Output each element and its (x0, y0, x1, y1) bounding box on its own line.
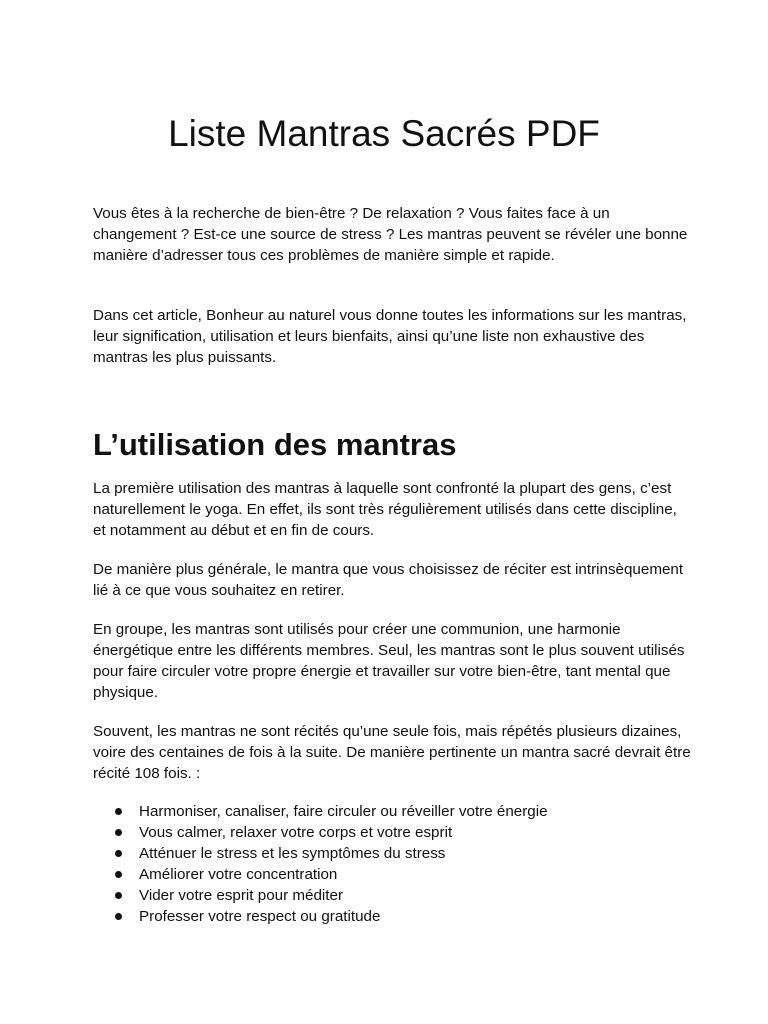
list-item-text: Améliorer votre concentration (139, 866, 338, 883)
section-paragraph-1: La première utilisation des mantras à laquelle sont confronté la plupart des gens, c’est naturellement le yoga. En effet, ils sont très régulièrement utilisés dans cette discipline, et notamment au début et en fin de cours. (93, 480, 677, 539)
section-paragraph-2: De manière plus générale, le mantra que vous choisissez de réciter est intrinsèquement lié à ce que vous souhaitez en retirer. (93, 561, 684, 599)
list-item (93, 906, 693, 927)
list-item (93, 885, 693, 906)
intro-paragraph-1: Vous êtes à la recherche de bien-être ? De relaxation ? Vous faites face à un changement ? Est-ce une source de stress ? Les mantras peuvent se révéler une bonne manière d’adresser tous ces problèmes de manière simple et rapide. (93, 205, 688, 264)
bullet-dot-icon (115, 829, 122, 836)
bullet-list (93, 801, 693, 927)
bullet-dot-icon (115, 850, 122, 857)
section-heading: L’utilisation des mantras (93, 427, 457, 462)
section-paragraph-4: Souvent, les mantras ne sont récités qu’une seule fois, mais répétés plusieurs dizaines, voire des centaines de fois à la suite. De manière pertinente un mantra sacré devrait être récité 108 fois. : (93, 723, 691, 782)
intro-paragraph-2: Dans cet article, Bonheur au naturel vous donne toutes les informations sur les mantras, leur signification, utilisation et leurs bienfaits, ainsi qu’une liste non exhaustive des mantras les plus puissants. (93, 307, 687, 366)
list-item-text: Harmoniser, canaliser, faire circuler ou réveiller votre énergie (139, 803, 548, 820)
list-item-text: Vous calmer, relaxer votre corps et votre esprit (139, 824, 453, 841)
bullet-dot-icon (115, 892, 122, 899)
bullet-dot-icon (115, 808, 122, 815)
document-title: Liste Mantras Sacrés PDF (168, 113, 600, 154)
bullet-dot-icon (115, 871, 122, 878)
list-item (93, 864, 693, 885)
list-item-text: Professer votre respect ou gratitude (139, 908, 381, 925)
list-item (93, 801, 693, 822)
bullet-dot-icon (115, 913, 122, 920)
section-paragraph-3: En groupe, les mantras sont utilisés pour créer une communion, une harmonie énergétique entre les différents membres. Seul, les mantras sont le plus souvent utilisés pour faire circuler votre propre énergie et travailler sur votre bien-être, tant mental que physique. (93, 621, 685, 701)
list-item-text: Vider votre esprit pour méditer (139, 887, 344, 904)
list-item-text: Atténuer le stress et les symptômes du stress (139, 845, 446, 862)
list-item (93, 843, 693, 864)
list-item (93, 822, 693, 843)
